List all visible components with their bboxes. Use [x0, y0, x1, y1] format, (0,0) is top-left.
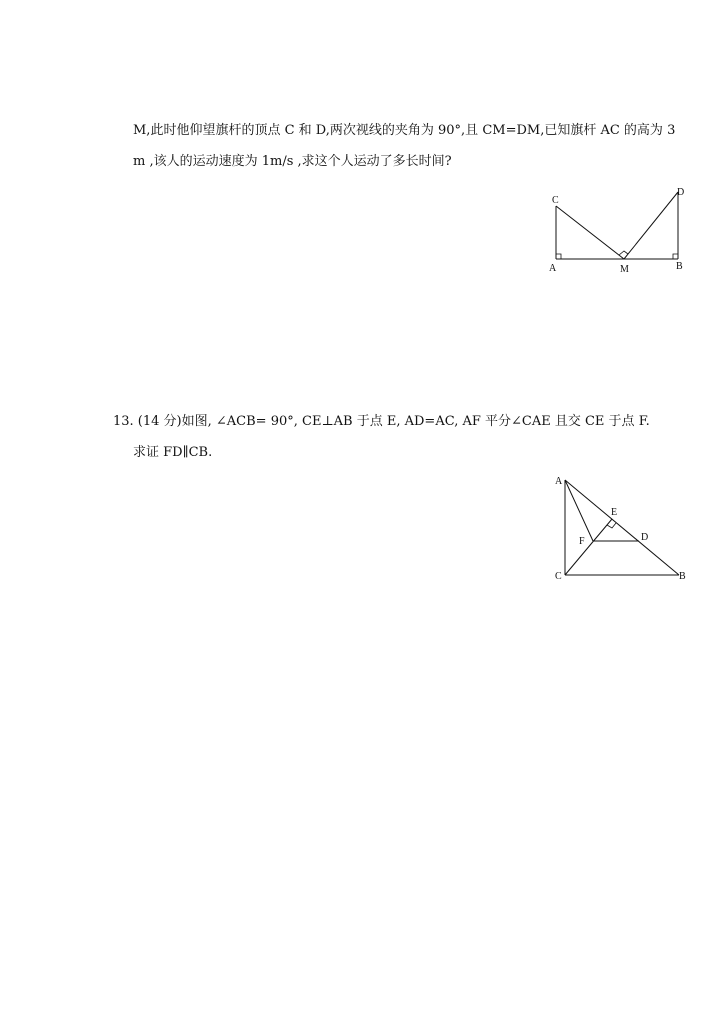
label-d: D — [641, 532, 649, 543]
label-f: F — [579, 536, 585, 547]
problem12-text-line1: M,此时他仰望旗杆的顶点 C 和 D,两次视线的夹角为 90°,且 CM=DM,已知旗杆 AC 的高为 3 — [133, 123, 676, 138]
problem13-figure — [545, 470, 705, 590]
right-angle-mark-m — [619, 251, 628, 255]
label-m: M — [620, 264, 629, 275]
label-c: C — [555, 571, 562, 582]
label-b: B — [676, 261, 683, 272]
problem12-figure — [540, 185, 700, 280]
label-e: E — [611, 507, 618, 518]
problem13-text-line1: 13. (14 分)如图, ∠ACB= 90°, CE⊥AB 于点 E, AD=AC, AF 平分∠CAE 且交 CE 于点 F. — [113, 414, 650, 429]
label-d: D — [677, 187, 685, 198]
segment-af — [565, 480, 593, 541]
label-c: C — [552, 195, 559, 206]
segment-ce — [565, 519, 612, 575]
problem12-text-line2: m ,该人的运动速度为 1m/s ,求这个人运动了多长时间? — [133, 154, 452, 169]
segment-dm — [624, 192, 678, 259]
segment-cm — [556, 206, 624, 259]
label-a: A — [555, 476, 563, 487]
label-b: B — [679, 571, 686, 582]
label-a: A — [549, 263, 557, 274]
segment-ab — [565, 480, 679, 575]
right-angle-mark-a — [556, 254, 561, 259]
right-angle-mark-b — [673, 254, 678, 259]
problem13-text-line2: 求证 FD∥CB. — [133, 445, 213, 460]
